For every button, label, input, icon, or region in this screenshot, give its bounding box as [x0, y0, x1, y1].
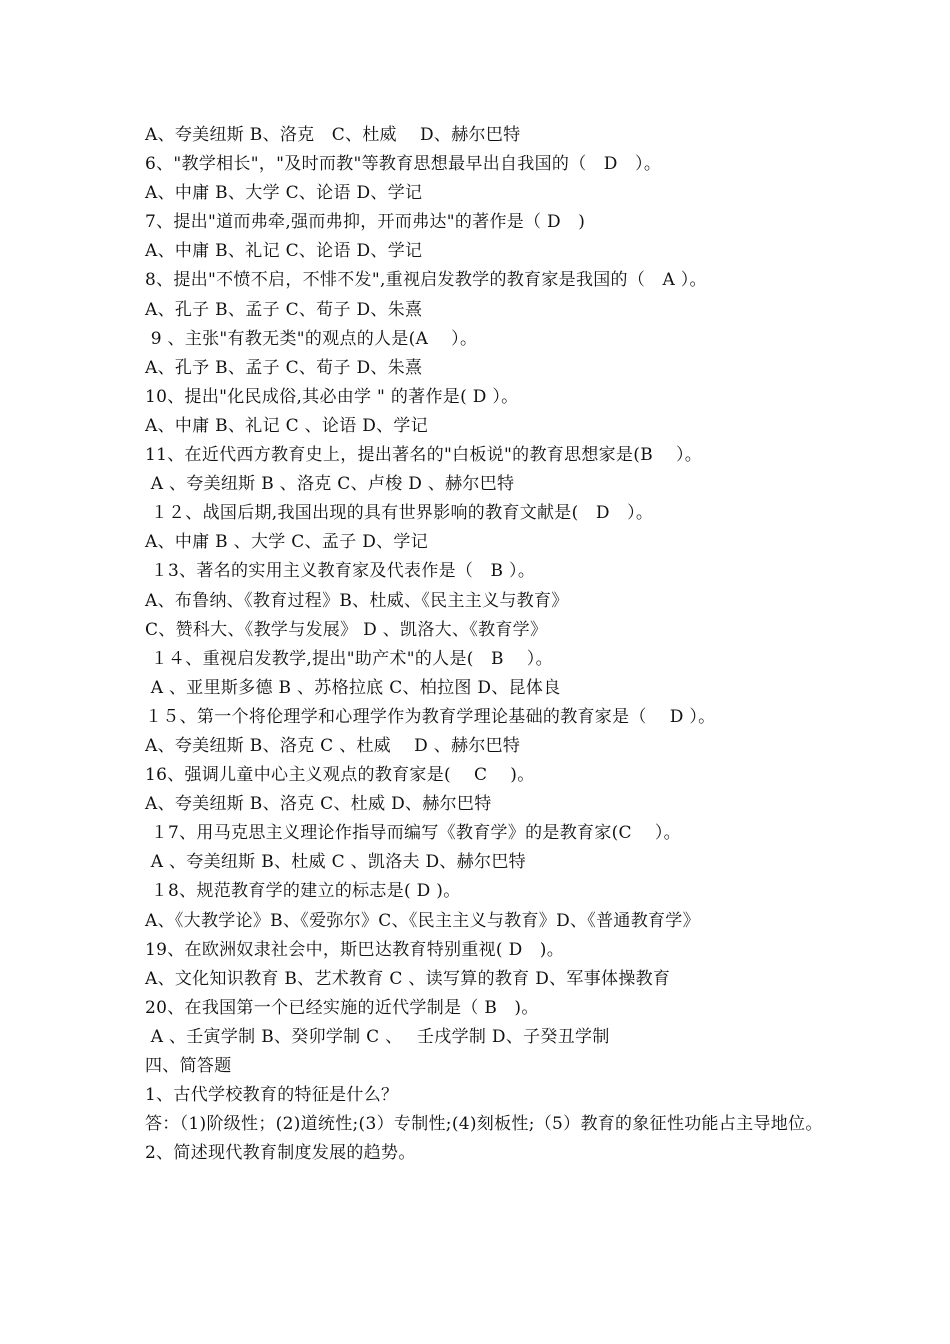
short-answer-answer-1: 答：（1)阶级性；(2)道统性;(3）专制性;(4)刻板性;（5）教育的象征性功能占主导地位。: [145, 1114, 823, 1135]
answer-options-q18: A、《大教学论》B、《爱弥尔》C、《民主主义与教育》D、《普通教育学》: [145, 910, 700, 931]
answer-options-q10: A、中庸 B、礼记 C 、论语 D、学记: [145, 415, 429, 436]
question-19: 19、在欧洲奴隶社会中，斯巴达教育特别重视( D )。: [145, 939, 565, 960]
question-13: １3、著名的实用主义教育家及代表作是（ B ）。: [145, 561, 536, 582]
question-18: １8、规范教育学的建立的标志是( D )。: [145, 881, 461, 902]
answer-options-q11: A 、夸美纽斯 B 、洛克 C、卢梭 D 、赫尔巴特: [145, 474, 515, 495]
question-17: １7、用马克思主义理论作指导而编写《教育学》的是教育家(C ）。: [145, 823, 681, 844]
answer-options-q9: A、孔予 B、孟子 C、荀子 D、朱熹: [145, 357, 423, 378]
answer-options-q14: A 、亚里斯多德 B 、苏格拉底 C、柏拉图 D、昆体良: [145, 677, 561, 698]
answer-options-q17: A 、夸美纽斯 B、杜威 C 、凯洛夫 D、赫尔巴特: [145, 852, 526, 873]
short-answer-question-2: 2、简述现代教育制度发展的趋势。: [145, 1143, 416, 1164]
document-body: [145, 121, 825, 1168]
section-heading: 四、简答题: [145, 1056, 232, 1076]
answer-options-q19: A、文化知识教育 B、艺术教育 C 、读写算的教育 D、军事体操教育: [145, 968, 671, 989]
question-9: 9 、主张"有教无类"的观点的人是(A ）。: [145, 328, 478, 349]
answer-options-q13-ab: A、布鲁纳、《教育过程》B、杜威、《民主主义与教育》: [145, 590, 569, 611]
answer-options-q13-cd: C、赞科大、《教学与发展》 D 、凯洛大、《教育学》: [145, 619, 548, 640]
question-14: １４、重视启发教学,提出"助产术"的人是( B ）。: [145, 648, 553, 669]
question-6: 6、"教学相长"，"及时而教"等教育思想最早出自我国的（ D ）。: [145, 154, 662, 175]
answer-options-q6: A、中庸 B、大学 C、论语 D、学记: [145, 183, 423, 204]
answer-options-q16: A、夸美纽斯 B、洛克 C、杜威 D、赫尔巴特: [145, 794, 492, 815]
question-11: 11、在近代西方教育史上，提出著名的"白板说"的教育思想家是(B ）。: [145, 445, 703, 466]
question-15: １５、第一个将伦理学和心理学作为教育学理论基础的教育家是（ D ）。: [145, 706, 716, 727]
question-10: 10、提出"化民成俗,其必由学 " 的著作是( D ）。: [145, 386, 519, 407]
answer-options-q20: A 、壬寅学制 B、癸卯学制 C 、 壬戌学制 D、子癸丑学制: [145, 1026, 610, 1047]
question-8: 8、提出"不愤不启，不悱不发",重视启发教学的教育家是我国的（ A ）。: [145, 270, 707, 291]
answer-options-q5: A、夸美纽斯 B、洛克 C、杜威 D、赫尔巴特: [145, 125, 521, 145]
question-20: 20、在我国第一个已经实施的近代学制是（ B )。: [145, 997, 539, 1018]
answer-options-q12: A、中庸 B 、大学 C、孟子 D、学记: [145, 532, 429, 553]
question-12: １２、战国后期,我国出现的具有世界影响的教育文献是( D ）。: [145, 503, 654, 524]
answer-options-q8: A、孔子 B、孟子 C、荀子 D、朱熹: [145, 299, 423, 320]
short-answer-question-1: 1、古代学校教育的特征是什么？: [145, 1085, 399, 1106]
answer-options-q7: A、中庸 B、礼记 C、论语 D、学记: [145, 241, 423, 262]
question-16: 16、强调儿童中心主义观点的教育家是( C )。: [145, 765, 535, 786]
question-7: 7、提出"道而弗牵,强而弗抑，开而弗达"的著作是（ D ): [145, 212, 586, 233]
answer-options-q15: A、夸美纽斯 B、洛克 C 、杜威 D 、赫尔巴特: [145, 735, 521, 756]
